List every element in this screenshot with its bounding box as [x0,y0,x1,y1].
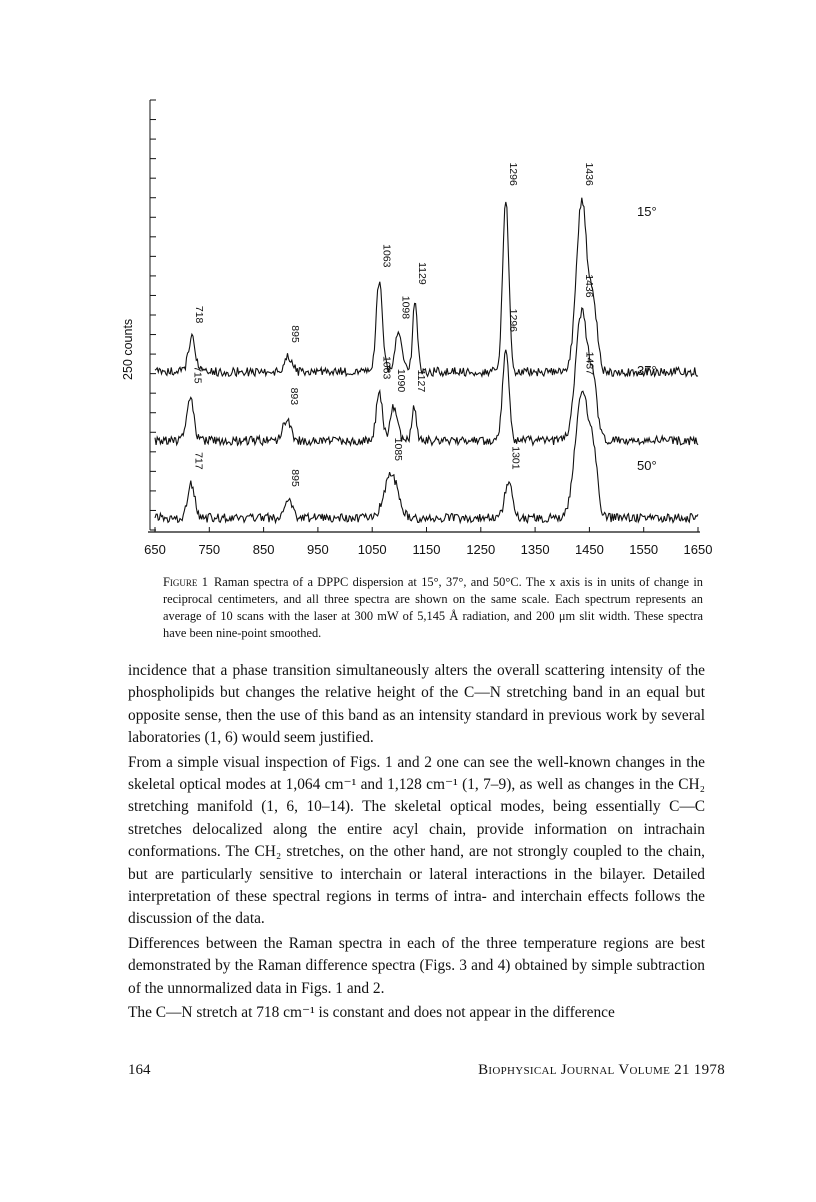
peak-label: 1436 [582,162,595,186]
peak-label: 1090 [394,368,407,393]
temperature-label: 15° [637,204,657,220]
temperature-label: 50° [637,457,657,473]
peak-label: 717 [192,452,205,470]
caption-lead: Figure 1 [163,575,208,589]
peak-label: 1296 [506,308,519,332]
x-tick-label: 1150 [412,542,441,557]
x-tick-label: 750 [198,542,221,557]
peak-label: 1301 [509,446,522,470]
peak-label: 895 [289,325,301,343]
peak-label: 1129 [416,262,429,285]
raman-spectra-figure [100,90,740,570]
peak-label: 1437 [583,351,596,375]
peak-label: 715 [191,366,204,384]
y-axis-label: 250 counts [121,318,135,380]
x-tick-label: 650 [144,542,166,557]
x-tick-label: 850 [252,542,275,557]
peak-label: 1098 [399,295,412,320]
paragraph: incidence that a phase transition simultaneously alters the overall scattering intensity of the phospholipids but changes the relative height of the C—N stretching band in an equal but opposite sense, then the use of this band as an intensity standard in previous work by several laboratories (1, 6) would seem justified. [128,662,705,747]
peak-label: 1127 [415,369,427,393]
x-tick-label: 1050 [357,542,387,557]
x-tick-label: 950 [307,542,329,557]
paragraph: Differences between the Raman spectra in each of the three temperature regions are best demonstrated by the Raman difference spectra (Figs. 3 and 4) obtained by simple subtraction of the unnormalized data in Figs. 1 and 2. [128,934,705,997]
peak-label: 718 [192,305,205,324]
x-tick-label: 1350 [520,542,550,557]
peak-label: 1085 [392,437,405,461]
paragraph: The C—N stretch at 718 cm⁻¹ is constant and does not appear in the difference [128,1004,615,1022]
page-number: 164 [128,1062,151,1078]
x-tick-label: 1450 [574,542,604,557]
x-tick-label: 1250 [466,542,496,557]
peak-label: 1296 [506,162,519,186]
peak-label: 1063 [380,355,393,380]
peak-label: 1063 [380,244,393,268]
journal-info: Biophysical Journal Volume 21 1978 [478,1062,725,1078]
raman-chart [100,90,740,570]
caption-text: Raman spectra of a DPPC dispersion at 15°, 37°, and 50°C. The x axis is in units of change in reciprocal centimeters, and all three spectra are shown on the same scale. Each spectrum represents an average of 10 scans with the laser at 300 mW of 5,145 Å radiation, and 200 μm slit width. These spectra have been nine-point smoothed. [163,575,703,640]
peak-label: 893 [287,387,300,406]
spectrum-line [155,391,698,522]
x-tick-label: 1550 [629,542,659,557]
peak-label: 895 [289,469,301,487]
temperature-label: 37° [637,363,657,379]
spectrum-line [155,198,698,377]
x-tick-label: 1650 [683,542,713,557]
figure-caption [163,574,703,642]
body-text [128,660,705,1027]
peak-label: 1436 [582,274,595,298]
paragraph: From a simple visual inspection of Figs. 1 and 2 one can see the well-known changes in the skeletal optical modes at 1,064 cm⁻¹ and 1,128 cm⁻¹ (1, 7–9), as well as changes in the CH₂ stretching manifold (1, 6, 10–14). The skeletal optical modes, being essentially C—C stretches delocalized along the entire acyl chain, provide information on intrachain conformations. The CH₂ stretches, on the other hand, are not strongly coupled to the chain, but are particularly sensitive to interchain or lateral interactions in the bilayer. Detailed interpretation of these spectral regions in terms of intra- and interchain effects follows the discussion of the data. [128,753,705,928]
